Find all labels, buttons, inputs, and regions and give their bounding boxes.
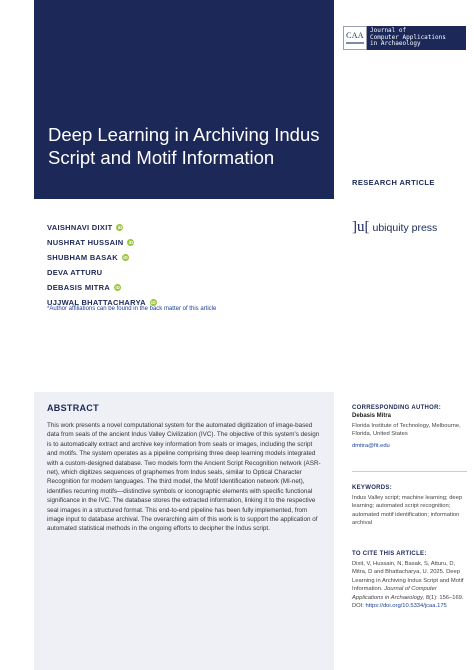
citation-section: [352, 550, 467, 610]
abstract-panel: [34, 392, 334, 670]
citation-heading: TO CITE THIS ARTICLE:: [352, 551, 427, 557]
orcid-icon[interactable]: iD: [123, 255, 128, 260]
keywords-text: Indus Valley script; machine learning; deep learning; automated script recognition; automated motif identification; information archival: [352, 495, 463, 527]
citation-journal: Journal of Computer Applications in Archaeology,: [352, 586, 437, 601]
author-item: [47, 236, 157, 249]
corresponding-author-section: [352, 404, 467, 450]
citation-doi-link[interactable]: https://doi.org/10.5334/jcaa.175: [365, 603, 447, 610]
abstract-body: This work presents a novel computational system for the automated digitization of image-based data from seals of the ancient Indus Valley Civilization (IVC). The objective of this system's design is to automatically extract and archive key information from seals or images, including the script and motifs. The system operates as a pipeline comprising three deep learning models integrated with a custom-designed database. Two models form the Ancient Script Recognition network (ASR-net), which digitizes sequences of graphemes from Indus seals, similar to Optical Character Recognition for modern languages. The third model, the Motif Identification network (MI-net), identifies recurring motifs—distinctive symbols or iconographic elements with specific functional significance in the IVC. The database stores the extracted information, linking it to the respective seal images in a structured format. This end-to-end pipeline has been fully implemented, from image input to database archival. The overarching aim of this work is to support the application of automated statistical methods in the ongoing efforts to decipher the Indus script.: [47, 422, 321, 533]
article-title: Deep Learning in Archiving Indus Script and Motif Information: [48, 124, 320, 168]
sidebar-divider: [352, 471, 467, 472]
author-name: DEVA ATTURU: [47, 268, 103, 277]
author-name: VAISHNAVI DIXIT: [47, 223, 113, 232]
keywords-section: [352, 484, 467, 528]
author-list: [47, 221, 157, 311]
title-banner: [34, 0, 334, 199]
citation-text: Dixit, V, Hussain, N, Basak, S, Atturu, D, Mitra, D and Bhattacharya, U. 2025. Deep Learning in Archiving Indus Script and Motif Information.: [352, 561, 464, 593]
open-access-lock-icon: [298, 22, 322, 56]
journal-name: Journal of Computer Applications in Archaeology: [367, 26, 466, 50]
author-name: NUSHRAT HUSSAIN: [47, 238, 124, 247]
citation-block: [352, 560, 467, 610]
author-item: [47, 221, 157, 234]
author-item: [47, 281, 157, 294]
article-type-label: RESEARCH ARTICLE: [352, 178, 435, 187]
ubiquity-mark-icon: ]u[: [352, 219, 370, 235]
corresponding-author-heading: CORRESPONDING AUTHOR:: [352, 405, 442, 411]
author-name: DEBASIS MITRA: [47, 283, 111, 292]
abstract-heading: ABSTRACT: [47, 403, 99, 413]
keywords-heading: KEYWORDS:: [352, 485, 393, 491]
citation-details: 8(1): 156–169. DOI:: [352, 594, 464, 610]
orcid-icon[interactable]: iD: [115, 285, 120, 290]
corresponding-author-name: Debasis Mitra: [352, 413, 392, 419]
publisher-name: ubiquity press: [372, 221, 438, 234]
caa-logo-text: CAA: [346, 31, 364, 40]
corresponding-author-address: Florida Institute of Technology, Melbourne, Florida, United States: [352, 423, 461, 438]
author-item: [47, 266, 157, 279]
orcid-icon[interactable]: iD: [117, 225, 123, 230]
corresponding-author-email[interactable]: dmitra@fit.edu: [352, 442, 390, 449]
author-name: SHUBHAM BASAK: [47, 253, 118, 262]
caa-logo: [343, 26, 367, 50]
journal-logo[interactable]: [343, 26, 466, 50]
orcid-icon[interactable]: iD: [151, 300, 156, 305]
caa-logo-underline: [346, 42, 364, 44]
affiliations-note[interactable]: *Author affiliations can be found in the back matter of this article: [47, 306, 217, 312]
orcid-icon[interactable]: iD: [128, 240, 134, 245]
author-name: UJJWAL BHATTACHARYA: [47, 298, 146, 307]
publisher-logo[interactable]: [352, 220, 437, 235]
author-item: [47, 251, 157, 264]
